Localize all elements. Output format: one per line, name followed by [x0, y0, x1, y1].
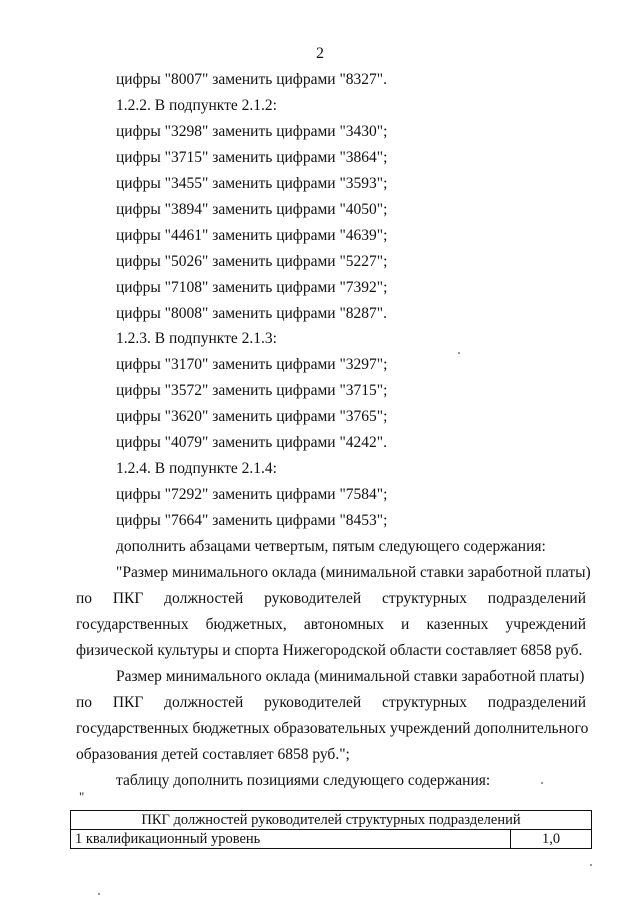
line-12: цифры "3170" заменить цифрами "3297"; [116, 356, 388, 373]
line-19: дополнить абзацами четвертым, пятым следующего содержания: [116, 538, 546, 555]
paragraph-1-line-3: государственных бюджетных, автономных и казенных учреждений [76, 616, 586, 633]
line-14: цифры "3620" заменить цифрами "3765"; [116, 408, 388, 425]
table-cell-value: 1,0 [511, 830, 592, 849]
paragraph-1-line-2: по ПКГ должностей руководителей структурных подразделений [76, 590, 586, 607]
line-9: цифры "7108" заменить цифрами "7392"; [116, 279, 388, 296]
line-13: цифры "3572" заменить цифрами "3715"; [116, 382, 388, 399]
table-row [71, 830, 592, 849]
paragraph-2-line-1: Размер минимального оклада (минимальной ставки заработной платы) [116, 668, 585, 685]
line-16: 1.2.4. В подпункте 2.1.4: [116, 460, 277, 477]
line-1: цифры "8007" заменить цифрами "8327". [116, 71, 387, 88]
line-11: 1.2.3. В подпункте 2.1.3: [116, 330, 277, 347]
line-6: цифры "3894" заменить цифрами "4050"; [116, 201, 388, 218]
scan-speck [541, 782, 543, 784]
line-18: цифры "7664" заменить цифрами "8453"; [116, 512, 388, 529]
line-15: цифры "4079" заменить цифрами "4242". [116, 434, 387, 451]
table-header-cell: ПКГ должностей руководителей структурных подразделений [71, 811, 592, 830]
table-cell-label: 1 квалификационный уровень [71, 830, 511, 849]
insert-table [70, 810, 592, 849]
scan-speck [590, 864, 592, 866]
scan-speck [98, 893, 100, 895]
line-7: цифры "4461" заменить цифрами "4639"; [116, 227, 388, 244]
line-10: цифры "8008" заменить цифрами "8287". [116, 305, 387, 322]
paragraph-2-line-3: государственных бюджетных образовательных учреждений дополнительного [76, 720, 589, 737]
line-4: цифры "3715" заменить цифрами "3864"; [116, 149, 388, 166]
paragraph-2-line-4: образования детей составляет 6858 руб."; [76, 746, 350, 763]
table-header-row [71, 811, 592, 830]
line-8: цифры "5026" заменить цифрами "5227"; [116, 253, 388, 270]
opening-quote-mark: " [79, 789, 85, 804]
table-intro: таблицу дополнить позициями следующего содержания: [116, 772, 491, 789]
paragraph-1-line-1: "Размер минимального оклада (минимальной ставки заработной платы) [116, 564, 591, 581]
line-5: цифры "3455" заменить цифрами "3593"; [116, 175, 388, 192]
line-3: цифры "3298" заменить цифрами "3430"; [116, 123, 388, 140]
line-2: 1.2.2. В подпункте 2.1.2: [116, 97, 277, 114]
line-17: цифры "7292" заменить цифрами "7584"; [116, 486, 388, 503]
page-number: 2 [316, 45, 324, 62]
paragraph-2-line-2: по ПКГ должностей руководителей структурных подразделений [76, 694, 586, 711]
paragraph-1-line-4: физической культуры и спорта Нижегородской области составляет 6858 руб. [76, 642, 583, 659]
scan-speck [458, 352, 460, 354]
